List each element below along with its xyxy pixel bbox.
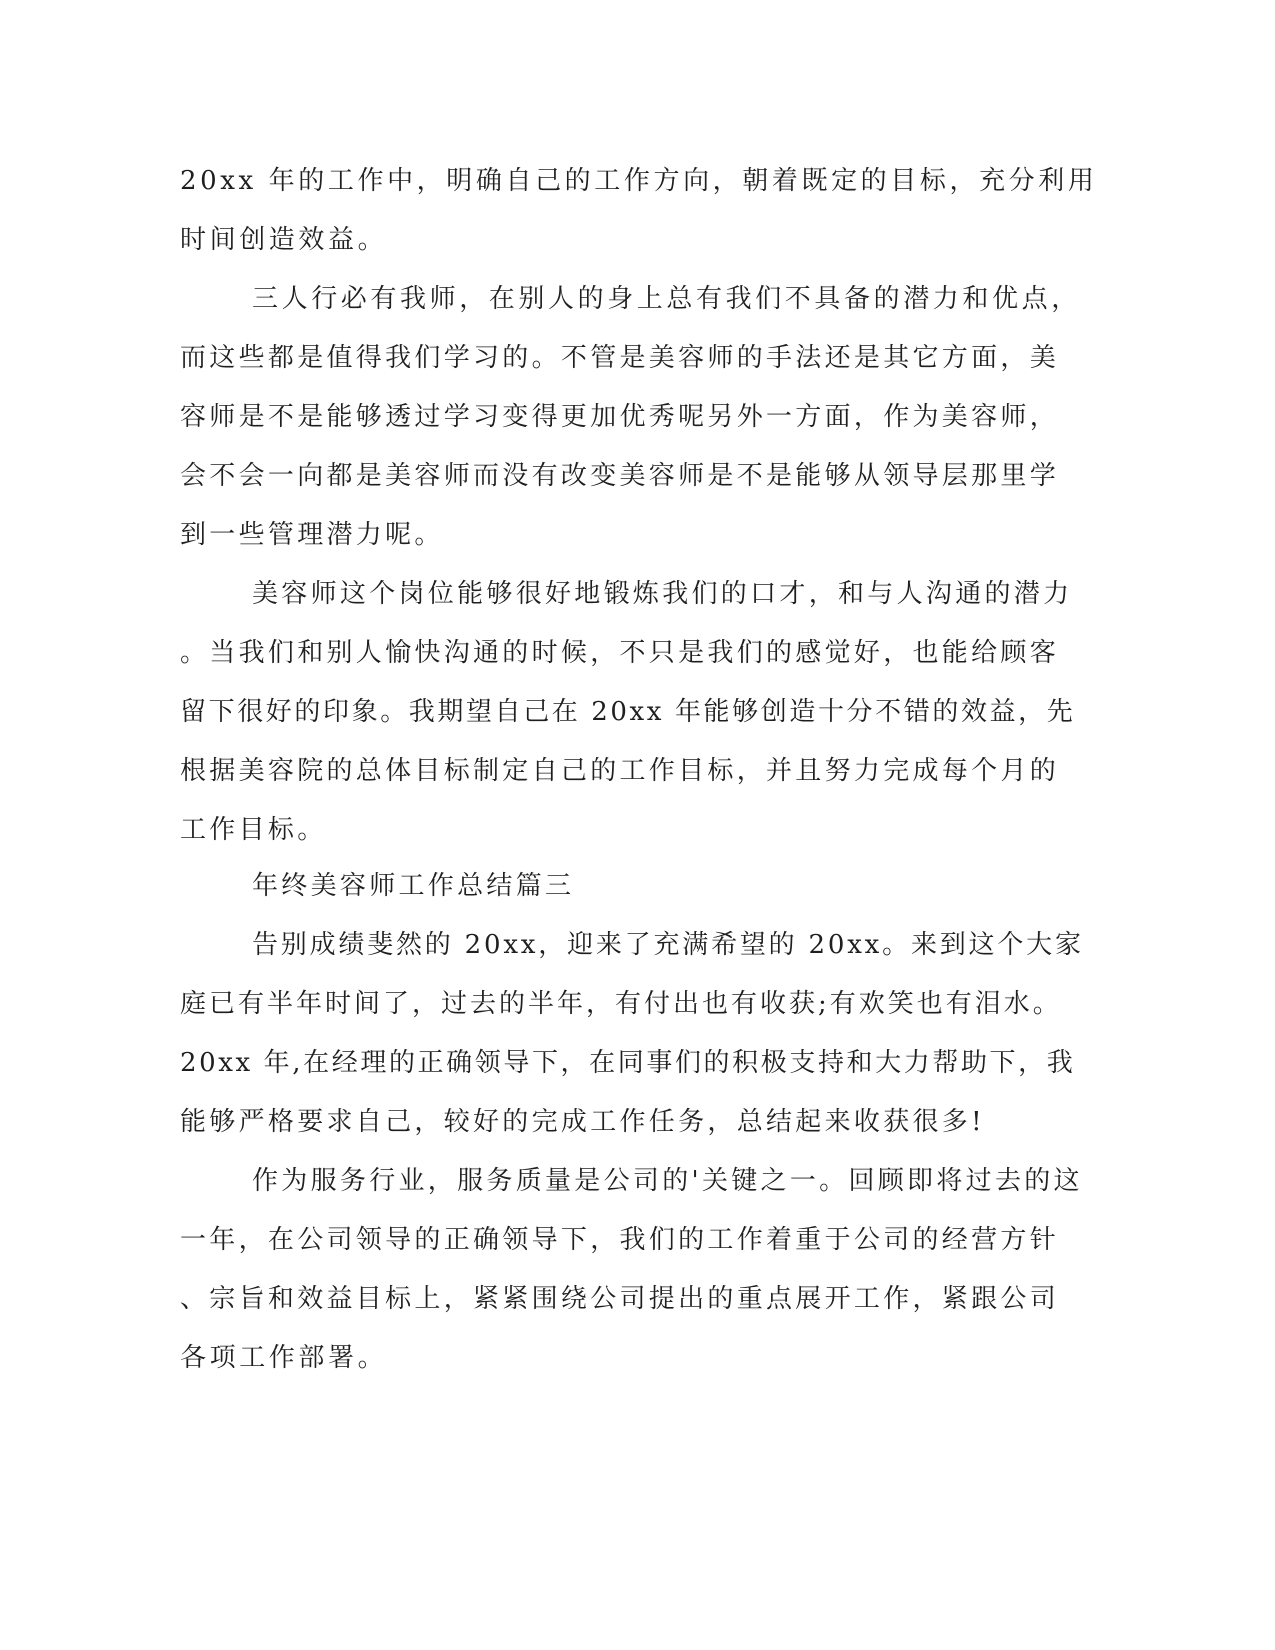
text-line: 各项工作部署。	[180, 1343, 388, 1373]
text-line: 告别成绩斐然的 20xx，迎来了充满希望的 20xx。来到这个大家	[252, 930, 1084, 960]
section-heading: 年终美容师工作总结篇三	[252, 871, 575, 901]
text-line: 20xx 年,在经理的正确领导下，在同事们的积极支持和大力帮助下，我	[180, 1048, 1076, 1078]
text-line: 根据美容院的总体目标制定自己的工作目标，并且努力完成每个月的	[180, 756, 1060, 786]
text-line: 时间创造效益。	[180, 225, 388, 255]
text-line: 一年，在公司领导的正确领导下，我们的工作着重于公司的经营方针	[180, 1225, 1060, 1255]
text-line: 庭已有半年时间了，过去的半年，有付出也有收获;有欢笑也有泪水。	[180, 989, 1062, 1019]
text-line: 留下很好的印象。我期望自己在 20xx 年能够创造十分不错的效益，先	[180, 697, 1076, 727]
text-line: 会不会一向都是美容师而没有改变美容师是不是能够从领导层那里学	[180, 461, 1060, 491]
text-line: 20xx 年的工作中，明确自己的工作方向，朝着既定的目标，充分利用	[180, 166, 1098, 196]
text-line: 工作目标。	[180, 815, 327, 845]
text-line: 容师是不是能够透过学习变得更加优秀呢另外一方面，作为美容师，	[180, 402, 1060, 432]
text-line: 。当我们和别人愉快沟通的时候，不只是我们的感觉好，也能给顾客	[180, 638, 1060, 668]
text-line: 能够严格要求自己，较好的完成工作任务，总结起来收获很多!	[180, 1107, 985, 1137]
text-line: 到一些管理潜力呢。	[180, 520, 444, 550]
text-line: 三人行必有我师，在别人的身上总有我们不具备的潜力和优点，	[252, 284, 1081, 314]
text-line: 作为服务行业，服务质量是公司的'关键之一。回顾即将过去的这	[252, 1166, 1083, 1196]
text-line: 美容师这个岗位能够很好地锻炼我们的口才，和与人沟通的潜力	[252, 579, 1073, 609]
text-line: 而这些都是值得我们学习的。不管是美容师的手法还是其它方面，美	[180, 343, 1060, 373]
text-line: 、宗旨和效益目标上，紧紧围绕公司提出的重点展开工作，紧跟公司	[180, 1284, 1060, 1314]
